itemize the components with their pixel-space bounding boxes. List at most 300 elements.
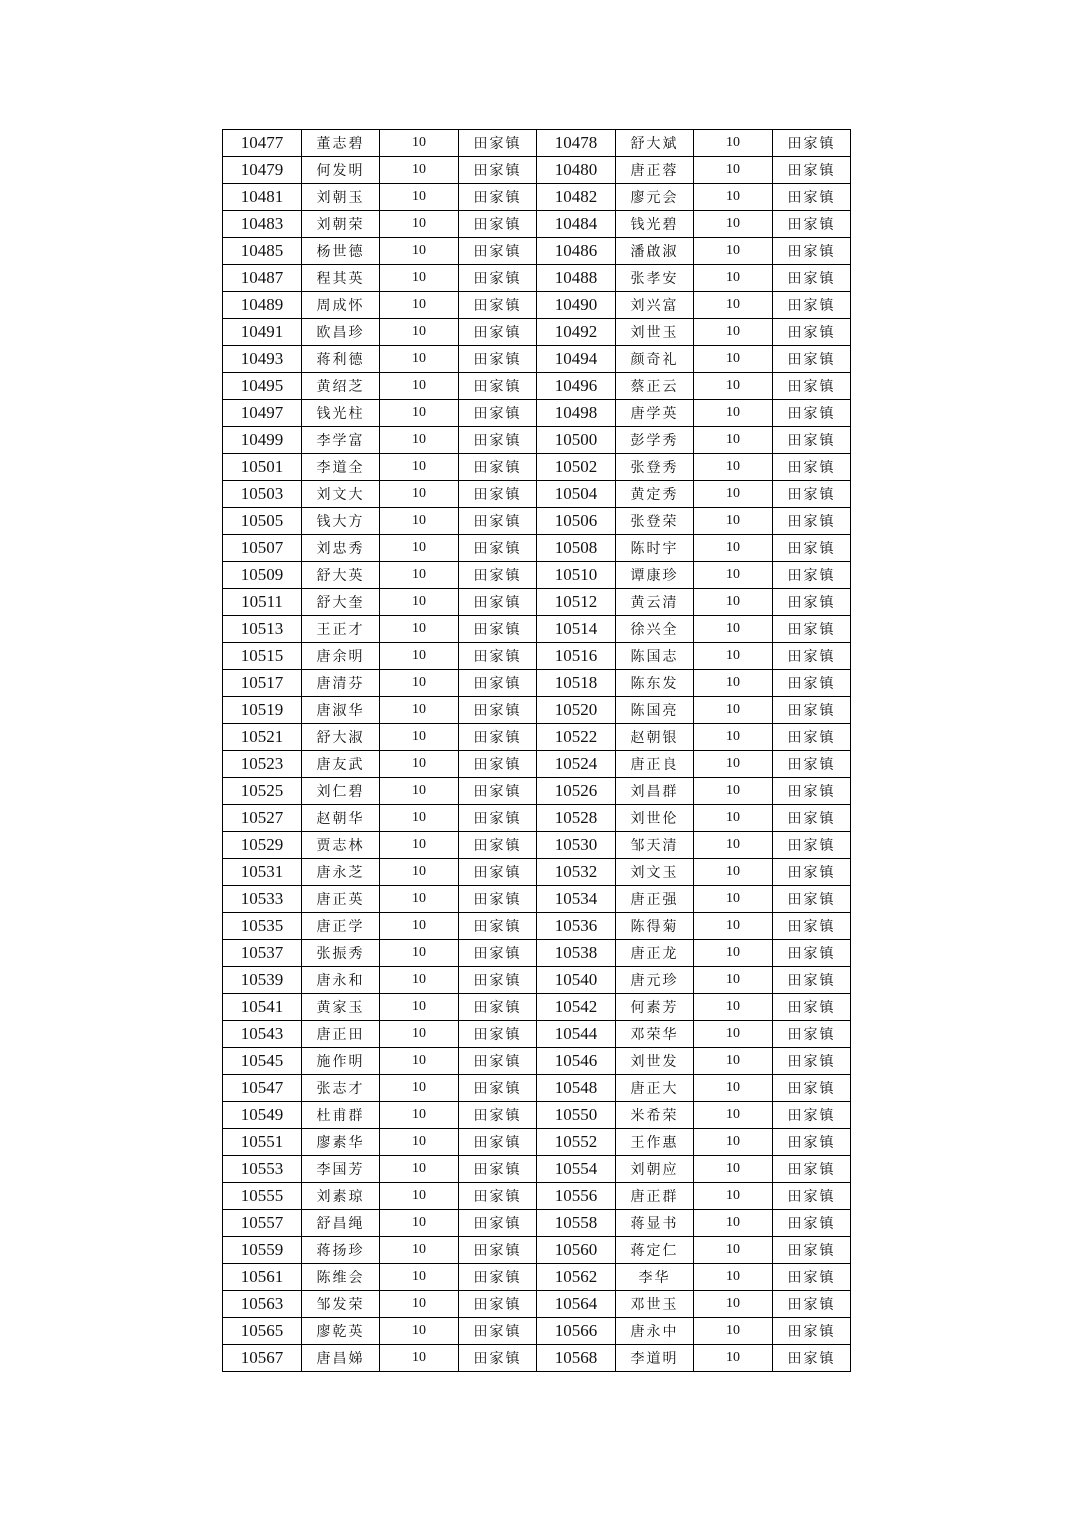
person-name-cell: 钱大方 — [302, 508, 380, 535]
amount-cell: 10 — [694, 184, 773, 211]
town-name-cell: 田家镇 — [459, 400, 537, 427]
amount-cell: 10 — [380, 373, 459, 400]
person-name-cell: 贾志林 — [302, 832, 380, 859]
record-id-cell: 10549 — [223, 1102, 302, 1129]
town-name-cell: 田家镇 — [773, 643, 851, 670]
record-id-cell: 10507 — [223, 535, 302, 562]
table-row — [223, 454, 851, 481]
amount-cell: 10 — [694, 211, 773, 238]
record-id-cell: 10556 — [537, 1183, 616, 1210]
town-name-cell: 田家镇 — [459, 1183, 537, 1210]
person-name-cell: 唐正良 — [616, 751, 694, 778]
amount-cell: 10 — [694, 1264, 773, 1291]
table-row — [223, 1102, 851, 1129]
town-name-cell: 田家镇 — [773, 157, 851, 184]
person-name-cell: 李学富 — [302, 427, 380, 454]
person-name-cell: 陈得菊 — [616, 913, 694, 940]
amount-cell: 10 — [694, 589, 773, 616]
record-id-cell: 10545 — [223, 1048, 302, 1075]
person-name-cell: 王正才 — [302, 616, 380, 643]
person-name-cell: 杜甫群 — [302, 1102, 380, 1129]
person-name-cell: 刘朝荣 — [302, 211, 380, 238]
record-id-cell: 10529 — [223, 832, 302, 859]
record-id-cell: 10525 — [223, 778, 302, 805]
record-id-cell: 10568 — [537, 1345, 616, 1372]
table-row — [223, 724, 851, 751]
amount-cell: 10 — [694, 1183, 773, 1210]
town-name-cell: 田家镇 — [773, 697, 851, 724]
town-name-cell: 田家镇 — [773, 940, 851, 967]
person-name-cell: 谭康珍 — [616, 562, 694, 589]
town-name-cell: 田家镇 — [459, 1264, 537, 1291]
town-name-cell: 田家镇 — [459, 886, 537, 913]
town-name-cell: 田家镇 — [773, 994, 851, 1021]
amount-cell: 10 — [380, 805, 459, 832]
person-name-cell: 唐正英 — [302, 886, 380, 913]
person-name-cell: 何发明 — [302, 157, 380, 184]
person-name-cell: 黄定秀 — [616, 481, 694, 508]
amount-cell: 10 — [380, 346, 459, 373]
table-row — [223, 1129, 851, 1156]
record-id-cell: 10510 — [537, 562, 616, 589]
amount-cell: 10 — [380, 589, 459, 616]
town-name-cell: 田家镇 — [773, 1021, 851, 1048]
amount-cell: 10 — [380, 1129, 459, 1156]
roster-body — [223, 130, 851, 1372]
table-row — [223, 508, 851, 535]
record-id-cell: 10548 — [537, 1075, 616, 1102]
person-name-cell: 舒昌绳 — [302, 1210, 380, 1237]
table-row — [223, 643, 851, 670]
person-name-cell: 邓世玉 — [616, 1291, 694, 1318]
amount-cell: 10 — [694, 940, 773, 967]
table-row — [223, 616, 851, 643]
amount-cell: 10 — [380, 292, 459, 319]
amount-cell: 10 — [694, 778, 773, 805]
amount-cell: 10 — [380, 1048, 459, 1075]
record-id-cell: 10552 — [537, 1129, 616, 1156]
town-name-cell: 田家镇 — [459, 292, 537, 319]
table-row — [223, 1237, 851, 1264]
amount-cell: 10 — [380, 319, 459, 346]
person-name-cell: 钱光柱 — [302, 400, 380, 427]
town-name-cell: 田家镇 — [459, 913, 537, 940]
amount-cell: 10 — [694, 238, 773, 265]
record-id-cell: 10515 — [223, 643, 302, 670]
amount-cell: 10 — [380, 940, 459, 967]
town-name-cell: 田家镇 — [773, 724, 851, 751]
record-id-cell: 10489 — [223, 292, 302, 319]
amount-cell: 10 — [694, 994, 773, 1021]
amount-cell: 10 — [380, 697, 459, 724]
amount-cell: 10 — [694, 157, 773, 184]
table-row — [223, 535, 851, 562]
person-name-cell: 唐永中 — [616, 1318, 694, 1345]
amount-cell: 10 — [694, 859, 773, 886]
record-id-cell: 10534 — [537, 886, 616, 913]
town-name-cell: 田家镇 — [773, 319, 851, 346]
record-id-cell: 10493 — [223, 346, 302, 373]
person-name-cell: 蒋定仁 — [616, 1237, 694, 1264]
record-id-cell: 10479 — [223, 157, 302, 184]
record-id-cell: 10518 — [537, 670, 616, 697]
amount-cell: 10 — [694, 130, 773, 157]
town-name-cell: 田家镇 — [459, 1048, 537, 1075]
amount-cell: 10 — [694, 1291, 773, 1318]
person-name-cell: 唐元珍 — [616, 967, 694, 994]
town-name-cell: 田家镇 — [459, 616, 537, 643]
record-id-cell: 10531 — [223, 859, 302, 886]
person-name-cell: 陈国亮 — [616, 697, 694, 724]
town-name-cell: 田家镇 — [459, 940, 537, 967]
record-id-cell: 10486 — [537, 238, 616, 265]
town-name-cell: 田家镇 — [459, 1021, 537, 1048]
table-row — [223, 427, 851, 454]
person-name-cell: 颜奇礼 — [616, 346, 694, 373]
record-id-cell: 10481 — [223, 184, 302, 211]
town-name-cell: 田家镇 — [459, 670, 537, 697]
town-name-cell: 田家镇 — [773, 535, 851, 562]
table-row — [223, 967, 851, 994]
amount-cell: 10 — [380, 400, 459, 427]
person-name-cell: 彭学秀 — [616, 427, 694, 454]
person-name-cell: 蒋扬珍 — [302, 1237, 380, 1264]
table-row — [223, 886, 851, 913]
record-id-cell: 10538 — [537, 940, 616, 967]
record-id-cell: 10502 — [537, 454, 616, 481]
town-name-cell: 田家镇 — [773, 967, 851, 994]
town-name-cell: 田家镇 — [773, 211, 851, 238]
table-row — [223, 1075, 851, 1102]
record-id-cell: 10477 — [223, 130, 302, 157]
amount-cell: 10 — [380, 1318, 459, 1345]
town-name-cell: 田家镇 — [459, 859, 537, 886]
person-name-cell: 刘文玉 — [616, 859, 694, 886]
record-id-cell: 10543 — [223, 1021, 302, 1048]
record-id-cell: 10508 — [537, 535, 616, 562]
record-id-cell: 10526 — [537, 778, 616, 805]
town-name-cell: 田家镇 — [459, 1102, 537, 1129]
amount-cell: 10 — [380, 751, 459, 778]
record-id-cell: 10553 — [223, 1156, 302, 1183]
record-id-cell: 10559 — [223, 1237, 302, 1264]
roster-table — [222, 129, 851, 1372]
record-id-cell: 10558 — [537, 1210, 616, 1237]
town-name-cell: 田家镇 — [459, 778, 537, 805]
amount-cell: 10 — [694, 454, 773, 481]
amount-cell: 10 — [380, 1102, 459, 1129]
person-name-cell: 董志碧 — [302, 130, 380, 157]
record-id-cell: 10546 — [537, 1048, 616, 1075]
person-name-cell: 唐正蓉 — [616, 157, 694, 184]
table-row — [223, 589, 851, 616]
town-name-cell: 田家镇 — [459, 481, 537, 508]
town-name-cell: 田家镇 — [773, 1102, 851, 1129]
table-row — [223, 373, 851, 400]
record-id-cell: 10488 — [537, 265, 616, 292]
person-name-cell: 施作明 — [302, 1048, 380, 1075]
town-name-cell: 田家镇 — [773, 454, 851, 481]
amount-cell: 10 — [380, 1021, 459, 1048]
amount-cell: 10 — [380, 1291, 459, 1318]
person-name-cell: 周成怀 — [302, 292, 380, 319]
record-id-cell: 10524 — [537, 751, 616, 778]
record-id-cell: 10541 — [223, 994, 302, 1021]
table-row — [223, 994, 851, 1021]
record-id-cell: 10496 — [537, 373, 616, 400]
record-id-cell: 10564 — [537, 1291, 616, 1318]
table-row — [223, 562, 851, 589]
person-name-cell: 唐正大 — [616, 1075, 694, 1102]
town-name-cell: 田家镇 — [773, 1264, 851, 1291]
person-name-cell: 唐正群 — [616, 1183, 694, 1210]
amount-cell: 10 — [694, 319, 773, 346]
amount-cell: 10 — [694, 913, 773, 940]
town-name-cell: 田家镇 — [773, 616, 851, 643]
amount-cell: 10 — [694, 967, 773, 994]
town-name-cell: 田家镇 — [773, 859, 851, 886]
record-id-cell: 10503 — [223, 481, 302, 508]
record-id-cell: 10535 — [223, 913, 302, 940]
town-name-cell: 田家镇 — [773, 1048, 851, 1075]
record-id-cell: 10498 — [537, 400, 616, 427]
record-id-cell: 10517 — [223, 670, 302, 697]
table-row — [223, 913, 851, 940]
person-name-cell: 徐兴全 — [616, 616, 694, 643]
record-id-cell: 10554 — [537, 1156, 616, 1183]
town-name-cell: 田家镇 — [459, 1075, 537, 1102]
person-name-cell: 张登秀 — [616, 454, 694, 481]
record-id-cell: 10537 — [223, 940, 302, 967]
table-row — [223, 346, 851, 373]
person-name-cell: 李道明 — [616, 1345, 694, 1372]
person-name-cell: 蒋显书 — [616, 1210, 694, 1237]
person-name-cell: 张孝安 — [616, 265, 694, 292]
town-name-cell: 田家镇 — [459, 832, 537, 859]
town-name-cell: 田家镇 — [459, 427, 537, 454]
amount-cell: 10 — [380, 535, 459, 562]
amount-cell: 10 — [380, 778, 459, 805]
town-name-cell: 田家镇 — [773, 508, 851, 535]
town-name-cell: 田家镇 — [773, 373, 851, 400]
person-name-cell: 黄云清 — [616, 589, 694, 616]
amount-cell: 10 — [380, 832, 459, 859]
person-name-cell: 赵朝华 — [302, 805, 380, 832]
record-id-cell: 10565 — [223, 1318, 302, 1345]
record-id-cell: 10480 — [537, 157, 616, 184]
record-id-cell: 10485 — [223, 238, 302, 265]
record-id-cell: 10509 — [223, 562, 302, 589]
person-name-cell: 赵朝银 — [616, 724, 694, 751]
person-name-cell: 李国芳 — [302, 1156, 380, 1183]
amount-cell: 10 — [694, 1237, 773, 1264]
person-name-cell: 潘啟淑 — [616, 238, 694, 265]
town-name-cell: 田家镇 — [773, 670, 851, 697]
table-row — [223, 481, 851, 508]
town-name-cell: 田家镇 — [773, 400, 851, 427]
person-name-cell: 杨世德 — [302, 238, 380, 265]
table-row — [223, 778, 851, 805]
town-name-cell: 田家镇 — [459, 724, 537, 751]
record-id-cell: 10512 — [537, 589, 616, 616]
record-id-cell: 10484 — [537, 211, 616, 238]
record-id-cell: 10566 — [537, 1318, 616, 1345]
table-row — [223, 751, 851, 778]
person-name-cell: 舒大淑 — [302, 724, 380, 751]
amount-cell: 10 — [694, 508, 773, 535]
town-name-cell: 田家镇 — [773, 778, 851, 805]
person-name-cell: 陈国志 — [616, 643, 694, 670]
person-name-cell: 张振秀 — [302, 940, 380, 967]
record-id-cell: 10511 — [223, 589, 302, 616]
town-name-cell: 田家镇 — [459, 805, 537, 832]
town-name-cell: 田家镇 — [773, 832, 851, 859]
person-name-cell: 唐清芬 — [302, 670, 380, 697]
person-name-cell: 张登荣 — [616, 508, 694, 535]
record-id-cell: 10540 — [537, 967, 616, 994]
record-id-cell: 10523 — [223, 751, 302, 778]
table-row — [223, 832, 851, 859]
record-id-cell: 10506 — [537, 508, 616, 535]
table-row — [223, 940, 851, 967]
table-row — [223, 292, 851, 319]
record-id-cell: 10527 — [223, 805, 302, 832]
table-row — [223, 130, 851, 157]
amount-cell: 10 — [694, 1210, 773, 1237]
record-id-cell: 10530 — [537, 832, 616, 859]
amount-cell: 10 — [694, 1156, 773, 1183]
amount-cell: 10 — [694, 1129, 773, 1156]
record-id-cell: 10505 — [223, 508, 302, 535]
person-name-cell: 李华 — [616, 1264, 694, 1291]
town-name-cell: 田家镇 — [773, 1129, 851, 1156]
amount-cell: 10 — [380, 481, 459, 508]
person-name-cell: 米希荣 — [616, 1102, 694, 1129]
person-name-cell: 刘世伦 — [616, 805, 694, 832]
amount-cell: 10 — [694, 1345, 773, 1372]
person-name-cell: 邹天清 — [616, 832, 694, 859]
table-row — [223, 265, 851, 292]
person-name-cell: 舒大英 — [302, 562, 380, 589]
person-name-cell: 邹发荣 — [302, 1291, 380, 1318]
record-id-cell: 10501 — [223, 454, 302, 481]
amount-cell: 10 — [694, 1102, 773, 1129]
town-name-cell: 田家镇 — [459, 265, 537, 292]
person-name-cell: 唐正强 — [616, 886, 694, 913]
table-row — [223, 1318, 851, 1345]
town-name-cell: 田家镇 — [773, 265, 851, 292]
record-id-cell: 10557 — [223, 1210, 302, 1237]
town-name-cell: 田家镇 — [459, 211, 537, 238]
record-id-cell: 10539 — [223, 967, 302, 994]
amount-cell: 10 — [694, 805, 773, 832]
table-row — [223, 184, 851, 211]
town-name-cell: 田家镇 — [773, 1318, 851, 1345]
person-name-cell: 钱光碧 — [616, 211, 694, 238]
person-name-cell: 刘朝应 — [616, 1156, 694, 1183]
amount-cell: 10 — [694, 886, 773, 913]
person-name-cell: 李道全 — [302, 454, 380, 481]
person-name-cell: 何素芳 — [616, 994, 694, 1021]
table-row — [223, 238, 851, 265]
town-name-cell: 田家镇 — [459, 319, 537, 346]
record-id-cell: 10521 — [223, 724, 302, 751]
town-name-cell: 田家镇 — [459, 1156, 537, 1183]
table-row — [223, 805, 851, 832]
table-row — [223, 670, 851, 697]
town-name-cell: 田家镇 — [459, 346, 537, 373]
town-name-cell: 田家镇 — [773, 751, 851, 778]
town-name-cell: 田家镇 — [773, 292, 851, 319]
town-name-cell: 田家镇 — [459, 508, 537, 535]
amount-cell: 10 — [380, 562, 459, 589]
town-name-cell: 田家镇 — [459, 643, 537, 670]
person-name-cell: 唐昌娣 — [302, 1345, 380, 1372]
person-name-cell: 程其英 — [302, 265, 380, 292]
amount-cell: 10 — [380, 886, 459, 913]
amount-cell: 10 — [694, 535, 773, 562]
record-id-cell: 10532 — [537, 859, 616, 886]
record-id-cell: 10533 — [223, 886, 302, 913]
table-row — [223, 157, 851, 184]
town-name-cell: 田家镇 — [459, 373, 537, 400]
town-name-cell: 田家镇 — [773, 886, 851, 913]
amount-cell: 10 — [694, 373, 773, 400]
person-name-cell: 刘朝玉 — [302, 184, 380, 211]
amount-cell: 10 — [380, 265, 459, 292]
person-name-cell: 黄绍芝 — [302, 373, 380, 400]
table-row — [223, 400, 851, 427]
amount-cell: 10 — [380, 130, 459, 157]
record-id-cell: 10555 — [223, 1183, 302, 1210]
amount-cell: 10 — [380, 967, 459, 994]
record-id-cell: 10550 — [537, 1102, 616, 1129]
table-row — [223, 1021, 851, 1048]
record-id-cell: 10519 — [223, 697, 302, 724]
record-id-cell: 10487 — [223, 265, 302, 292]
person-name-cell: 唐余明 — [302, 643, 380, 670]
amount-cell: 10 — [380, 616, 459, 643]
table-row — [223, 1345, 851, 1372]
record-id-cell: 10499 — [223, 427, 302, 454]
record-id-cell: 10482 — [537, 184, 616, 211]
record-id-cell: 10560 — [537, 1237, 616, 1264]
town-name-cell: 田家镇 — [459, 157, 537, 184]
person-name-cell: 蒋利德 — [302, 346, 380, 373]
town-name-cell: 田家镇 — [459, 751, 537, 778]
table-row — [223, 697, 851, 724]
person-name-cell: 王作惠 — [616, 1129, 694, 1156]
person-name-cell: 欧昌珍 — [302, 319, 380, 346]
person-name-cell: 唐正学 — [302, 913, 380, 940]
amount-cell: 10 — [380, 1210, 459, 1237]
amount-cell: 10 — [694, 427, 773, 454]
table-row — [223, 1183, 851, 1210]
town-name-cell: 田家镇 — [459, 994, 537, 1021]
amount-cell: 10 — [694, 670, 773, 697]
amount-cell: 10 — [380, 1075, 459, 1102]
amount-cell: 10 — [380, 859, 459, 886]
town-name-cell: 田家镇 — [773, 1345, 851, 1372]
town-name-cell: 田家镇 — [773, 346, 851, 373]
town-name-cell: 田家镇 — [459, 130, 537, 157]
amount-cell: 10 — [380, 1345, 459, 1372]
record-id-cell: 10504 — [537, 481, 616, 508]
amount-cell: 10 — [380, 157, 459, 184]
town-name-cell: 田家镇 — [459, 1318, 537, 1345]
amount-cell: 10 — [380, 1183, 459, 1210]
amount-cell: 10 — [380, 454, 459, 481]
